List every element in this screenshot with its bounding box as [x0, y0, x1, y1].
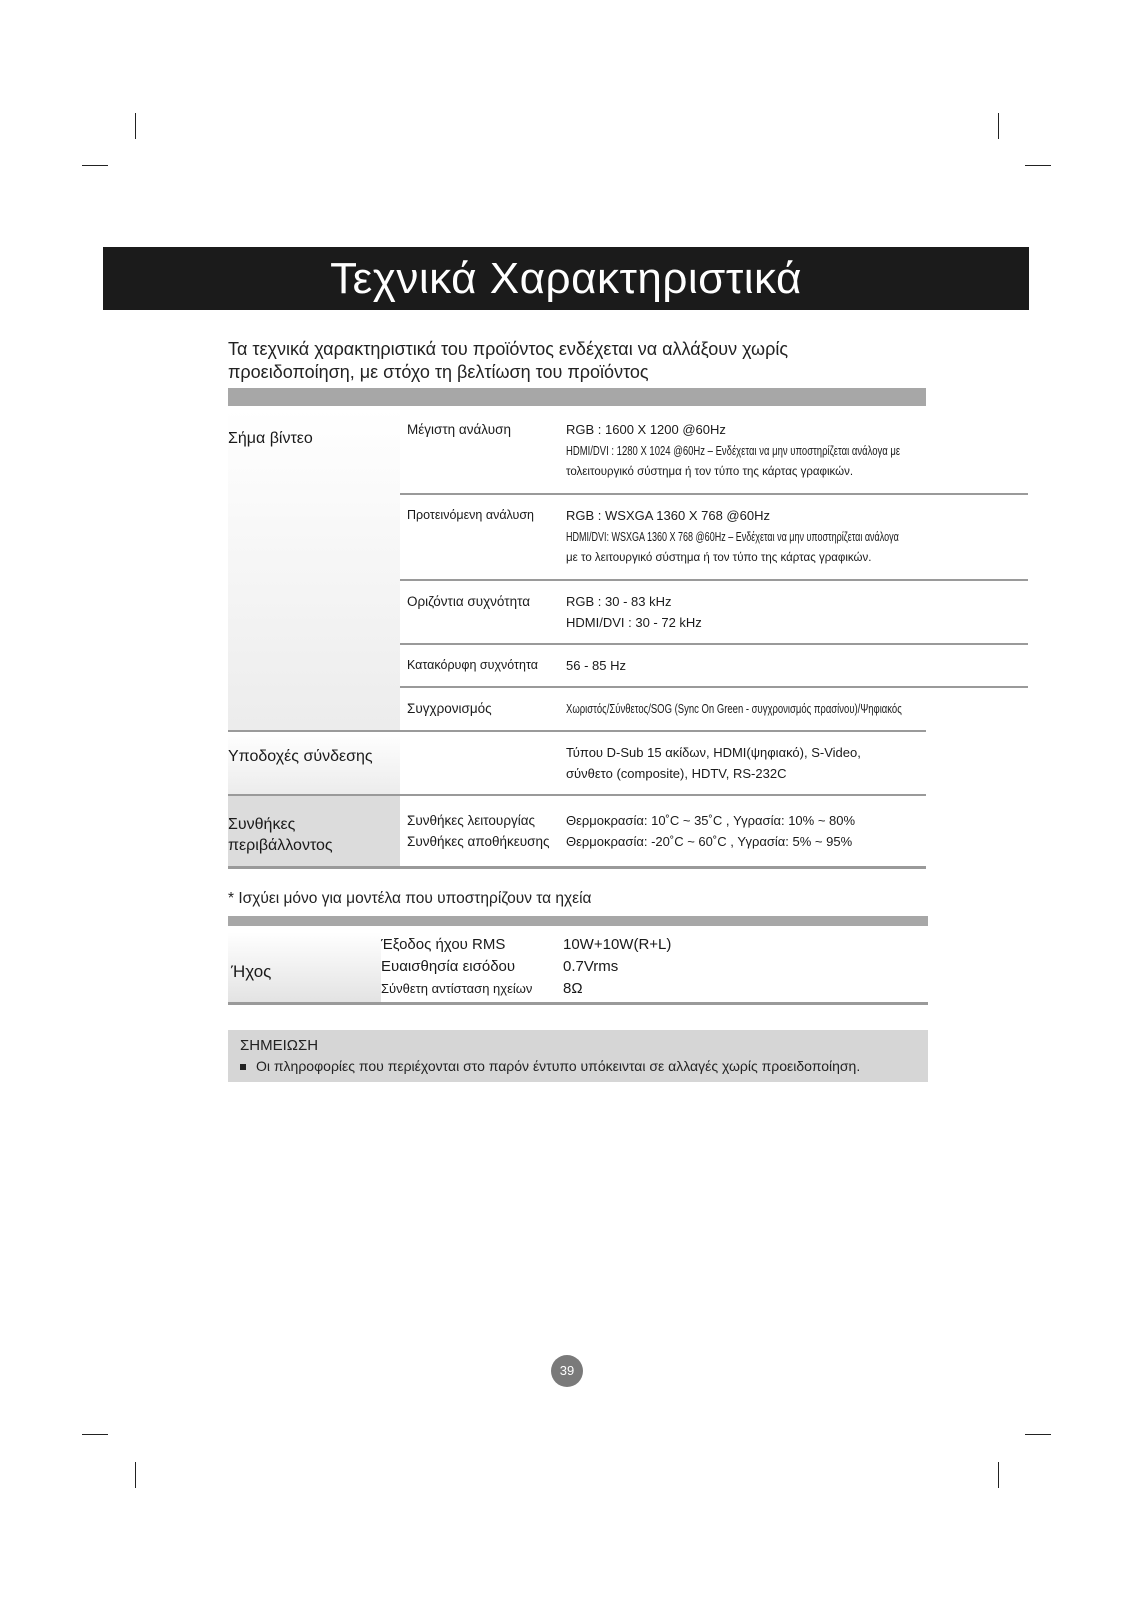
spec-row [400, 495, 1028, 581]
spec-row [400, 796, 926, 866]
spec-param: Συγχρονισμός [407, 701, 492, 716]
spec-value: Θερμοκρασία: 10˚C ~ 35˚C , Υγρασία: 10% ~ 80% [566, 813, 856, 828]
spec-value: 8Ω [563, 980, 583, 997]
spec-param-line: Συνθήκες αποθήκευσης [407, 834, 550, 849]
spec-param: Κατακόρυφη συχνότητα [407, 658, 538, 672]
note-heading: ΣΗΜΕΙΩΣΗ [240, 1037, 319, 1054]
spec-row [400, 581, 1028, 645]
spec-value: HDMI/DVI : 1280 X 1024 @60Hz – Ενδέχεται να μην υποστηρίζεται ανάλογα με [566, 444, 901, 458]
spec-value: σύνθετο (composite), HDTV, RS-232C [566, 766, 787, 781]
page-title: Τεχνικά Χαρακτηριστικά [330, 254, 802, 303]
spec-param [400, 732, 566, 794]
spec-row [400, 732, 926, 794]
spec-row [400, 409, 1028, 495]
spec-param: Μέγιστη ανάλυση [407, 422, 511, 437]
spec-value: Θερμοκρασία: -20˚C ~ 60˚C , Υγρασία: 5% ~ 95% [566, 834, 853, 849]
intro-line: προειδοποίηση, με στόχο τη βελτίωση του προϊόντος [228, 362, 649, 382]
note-text: Οι πληροφορίες που περιέχονται στο παρόν έντυπο υπόκεινται σε αλλαγές χωρίς προειδοποίηση. [256, 1058, 861, 1074]
spec-param-line: Συνθήκες λειτουργίας [407, 813, 536, 828]
crop-mark [1025, 1434, 1051, 1435]
spec-value: τολειτουργικό σύστημα ή τον τύπο της κάρτας γραφικών. [566, 466, 854, 478]
spec-section-connectors [228, 732, 926, 796]
section-label [228, 796, 400, 866]
note-box [228, 1030, 928, 1082]
intro-line: Τα τεχνικά χαρακτηριστικά του προϊόντος ενδέχεται να αλλάξουν χωρίς [228, 339, 789, 359]
section-label: Σήμα βίντεο [228, 409, 400, 730]
spec-value: με το λειτουργικό σύστημα ή τον τύπο της κάρτας γραφικών. [566, 552, 872, 564]
crop-mark [82, 165, 108, 166]
spec-param: Οριζόντια συχνότητα [407, 594, 531, 609]
spec-value: Τύπου D-Sub 15 ακίδων, HDMI(ψηφιακό), S-Video, [566, 745, 861, 760]
spec-param: Έξοδος ήχου RMS [381, 936, 506, 953]
spec-row [400, 688, 1028, 730]
crop-mark [135, 1462, 136, 1488]
crop-mark [1025, 165, 1051, 166]
spec-section-environment [228, 796, 926, 869]
spec-param [400, 796, 566, 866]
spec-table [228, 409, 926, 869]
spec-value: RGB : 1600 X 1200 @60Hz [566, 422, 726, 437]
section-label-line: Συνθήκες [228, 816, 296, 833]
spec-row [400, 645, 1028, 688]
spec-param: Προτεινόμενη ανάλυση [407, 508, 535, 522]
section-label: Υποδοχές σύνδεσης [228, 732, 400, 794]
spec-value: 0.7Vrms [563, 958, 619, 975]
square-bullet-icon [240, 1064, 246, 1070]
spec-param: Σύνθετη αντίσταση ηχείων [381, 981, 533, 996]
speaker-footnote: * Ισχύει μόνο για μοντέλα που υποστηρίζουν τα ηχεία [228, 890, 592, 907]
section-label-line: περιβάλλοντος [228, 837, 333, 854]
note-item [240, 1058, 860, 1074]
section-label: Ήχος [228, 932, 381, 1002]
spec-section-video [228, 409, 926, 732]
crop-mark [998, 113, 999, 139]
crop-mark [135, 113, 136, 139]
crop-mark [82, 1434, 108, 1435]
crop-mark [998, 1462, 999, 1488]
section-divider-bar [228, 388, 926, 406]
spec-section-sound [228, 932, 928, 1005]
spec-value: RGB : 30 - 83 kHz [566, 594, 672, 609]
page-title-bar [103, 247, 1029, 310]
section-divider-bar [228, 916, 928, 926]
intro-text [228, 338, 928, 384]
spec-value: 56 - 85 Hz [566, 658, 626, 673]
spec-value: HDMI/DVI: WSXGA 1360 X 768 @60Hz – Ενδέχεται να μην υποστηρίζεται ανάλογα [566, 530, 899, 544]
spec-value: HDMI/DVI : 30 - 72 kHz [566, 615, 702, 630]
page-number: 39 [551, 1355, 583, 1387]
spec-value: 10W+10W(R+L) [563, 936, 672, 953]
spec-value: Χωριστός/Σύνθετος/SOG (Sync On Green - συγχρονισμός πρασίνου)/Ψηφιακός [566, 702, 902, 716]
spec-value: RGB : WSXGA 1360 X 768 @60Hz [566, 508, 770, 523]
spec-param: Ευαισθησία εισόδου [381, 958, 516, 975]
